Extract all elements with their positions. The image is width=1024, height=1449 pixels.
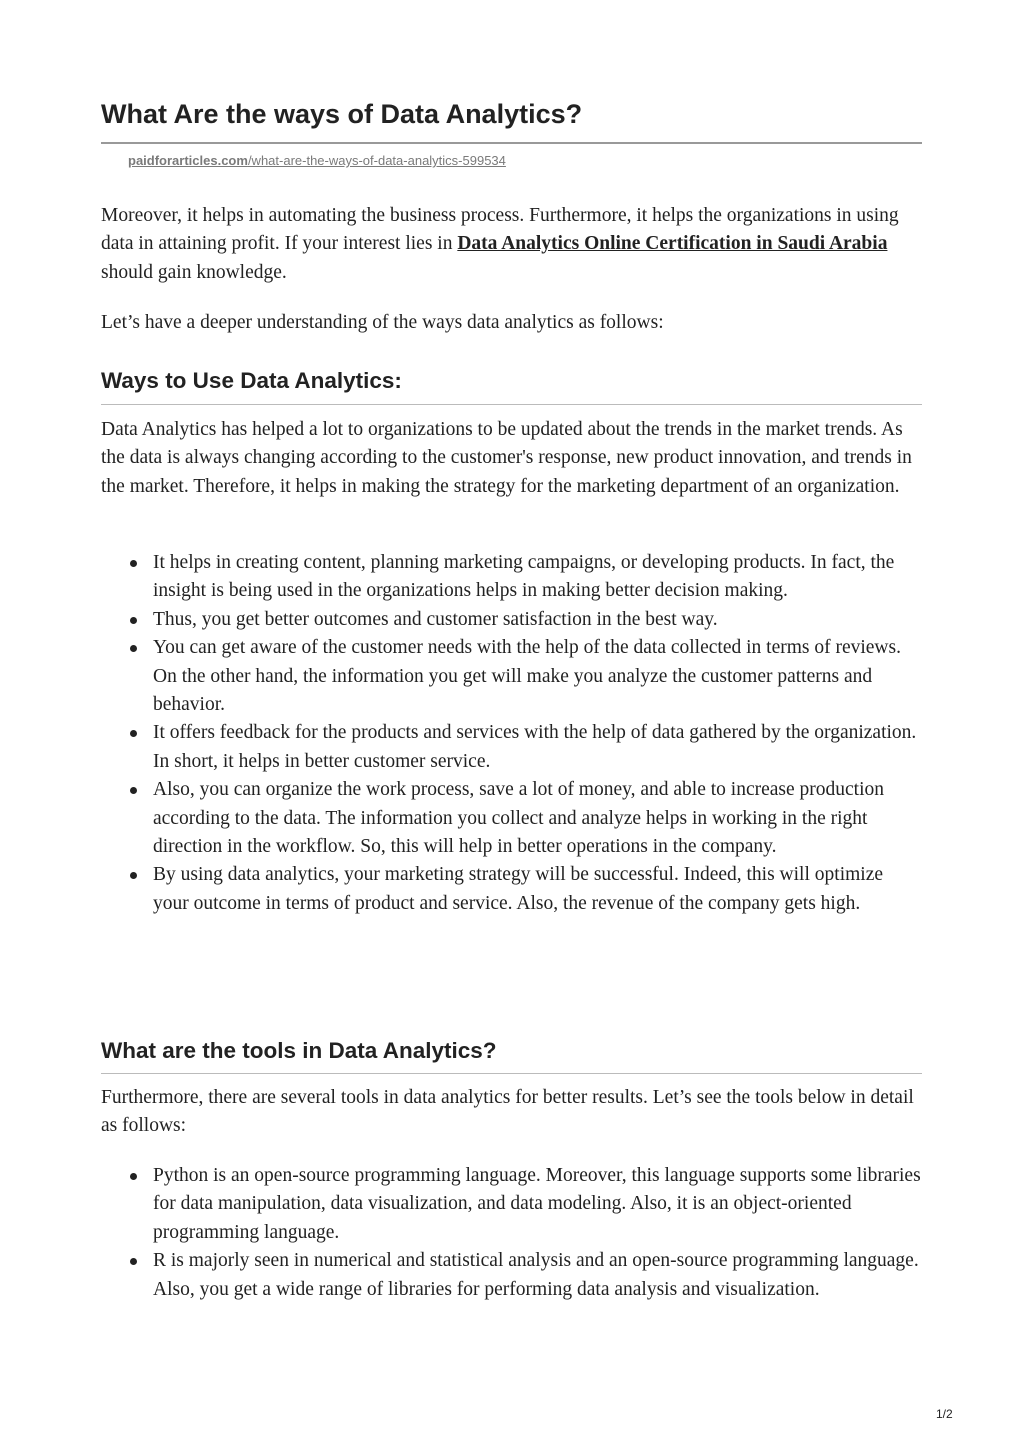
source-path[interactable]: /what-are-the-ways-of-data-analytics-599534	[247, 153, 506, 168]
bullet-icon	[130, 730, 137, 737]
list-item	[101, 1247, 922, 1304]
intro-text-part2: should gain knowledge.	[101, 261, 287, 283]
list-item-text: You can get aware of the customer needs with the help of the data collected in terms of reviews. On the other hand, the information you get will make you analyze the customer patterns and behavior.	[153, 637, 901, 716]
list-item	[101, 776, 922, 861]
bullet-icon	[130, 872, 137, 879]
list-item	[101, 861, 922, 918]
section-paragraph-tools: Furthermore, there are several tools in data analytics for better results. Let’s see the tools below in detail as follows:	[101, 1087, 914, 1137]
list-item	[101, 719, 922, 776]
bullet-icon	[130, 617, 137, 624]
bullet-icon	[130, 1173, 137, 1180]
section-divider	[101, 404, 922, 405]
section-paragraph-ways: Data Analytics has helped a lot to organizations to be updated about the trends in the market trends. As the data is always changing according to the customer's response, new product innovation, and trends in the market. Therefore, it helps in making the strategy for the marketing department of an organization.	[101, 419, 912, 497]
bullet-icon	[130, 1258, 137, 1265]
list-item	[101, 634, 922, 719]
page-title: What Are the ways of Data Analytics?	[101, 99, 583, 129]
list-item-text: Also, you can organize the work process, save a lot of money, and able to increase production according to the data. The information you collect and analyze helps in working in the right direction in the workflow. So, this will help in better operations in the company.	[153, 779, 885, 858]
list-item	[101, 1162, 922, 1247]
list-item-text: It helps in creating content, planning marketing campaigns, or developing products. In fact, the insight is being used in the organizations helps in making better decision making.	[153, 552, 895, 602]
intro-text-part1: Moreover, it helps in automating the business process. Furthermore, it helps the organizations in using data in attaining profit. If your interest lies in	[101, 205, 899, 255]
source-domain[interactable]: paidforarticles.com	[128, 153, 248, 168]
list-item-text: Python is an open-source programming language. Moreover, this language supports some libraries for data manipulation, data visualization, and data modeling. Also, it is an object-oriented programming language.	[153, 1165, 921, 1243]
tools-bullet-list	[101, 1162, 922, 1304]
section-heading-ways: Ways to Use Data Analytics:	[101, 368, 402, 393]
list-item-text: By using data analytics, your marketing strategy will be successful. Indeed, this will optimize your outcome in terms of product and service. Also, the revenue of the company gets high.	[153, 864, 884, 914]
section-heading-tools: What are the tools in Data Analytics?	[101, 1038, 497, 1063]
section-divider	[101, 1073, 922, 1074]
list-item	[101, 549, 922, 606]
list-item-text: Thus, you get better outcomes and customer satisfaction in the best way.	[153, 608, 718, 630]
certification-link[interactable]: Data Analytics Online Certification in Saudi Arabia	[457, 233, 888, 255]
ways-bullet-list	[101, 549, 922, 918]
intro-paragraph	[101, 202, 922, 287]
bullet-icon	[130, 787, 137, 794]
bullet-icon	[130, 645, 137, 652]
list-item	[101, 606, 922, 634]
source-link[interactable]	[128, 152, 506, 170]
title-divider	[101, 142, 922, 144]
intro-paragraph-2: Let’s have a deeper understanding of the ways data analytics as follows:	[101, 312, 664, 333]
page-number: 1/2	[936, 1407, 953, 1421]
list-item-text: R is majorly seen in numerical and statistical analysis and an open-source programming language. Also, you get a wide range of libraries for performing data analysis and visualization.	[153, 1250, 919, 1300]
list-item-text: It offers feedback for the products and services with the help of data gathered by the organization. In short, it helps in better customer service.	[153, 722, 917, 772]
bullet-icon	[130, 560, 137, 567]
